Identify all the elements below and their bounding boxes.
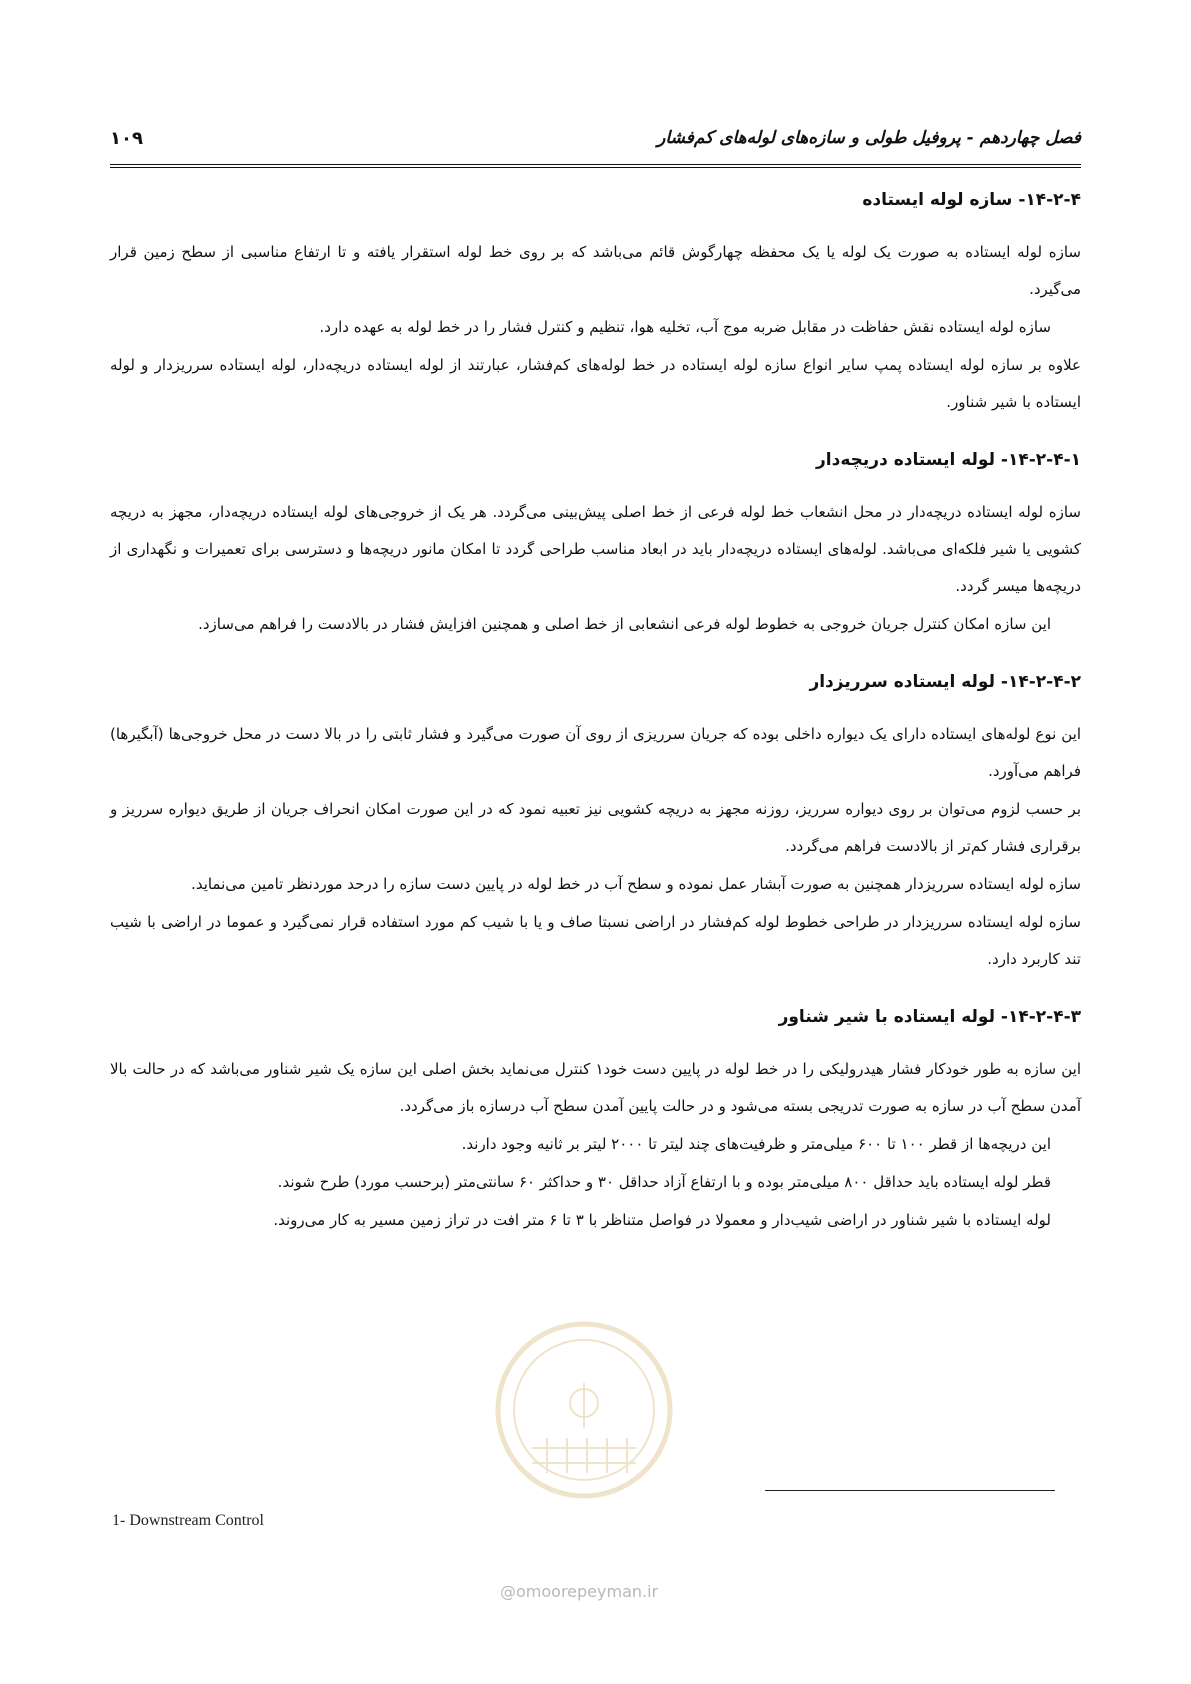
paragraph: سازه لوله ایستاده به صورت یک لوله یا یک محفظه چهارگوش قائم می‌باشد که بر روی خط لوله استقرار یافته و تا ارتفاع مناسبی از سطح زمین قرار می‌گیرد. <box>110 243 1081 298</box>
section-heading: ۱۴-۲-۴- سازه لوله ایستاده <box>862 190 1081 210</box>
page-body <box>110 186 1081 1240</box>
paragraph: سازه لوله ایستاده نقش حفاظت در مقابل ضربه موج آب، تخلیه هوا، تنظیم و کنترل فشار را در خط لوله به عهده دارد. <box>319 318 1051 336</box>
footnote: 1- Downstream Control <box>112 1512 264 1529</box>
page-header <box>110 118 1081 168</box>
paragraph: این سازه به طور خودکار فشار هیدرولیکی را در خط لوله در پایین دست خود۱ کنترل می‌نماید بخش اصلی این سازه یک شیر شناور می‌باشد که در حالت بالا آمدن سطح آب در سازه به صورت تدریجی بسته می‌شود و در حالت پایین آمدن سطح آب درسازه باز می‌گردد. <box>110 1060 1081 1115</box>
page-number: ۱۰۹ <box>110 127 143 149</box>
paragraph: قطر لوله ایستاده باید حداقل ۸۰۰ میلی‌متر بوده و با ارتفاع آزاد حداقل ۳۰ و حداکثر ۶۰ سانتی‌متر (برحسب مورد) طرح شوند. <box>277 1173 1051 1191</box>
paragraph: بر حسب لزوم می‌توان بر روی دیواره سرریز، روزنه مجهز به دریچه کشویی نیز تعبیه نمود که در این صورت امکان انحراف جریان از طریق دیواره سرریز و برقراری فشار کم‌تر از بالادست فراهم می‌گردد. <box>110 800 1081 855</box>
chapter-title: فصل چهاردهم - پروفیل طولی و سازه‌های لوله‌های کم‌فشار <box>657 128 1081 148</box>
section-heading: ۱۴-۲-۴-۲- لوله ایستاده سرریزدار <box>809 672 1081 692</box>
paragraph: سازه لوله ایستاده سرریزدار همچنین به صورت آبشار عمل نموده و سطح آب در خط لوله در پایین دست سازه را درحد موردنظر تامین می‌نماید. <box>191 875 1081 893</box>
section-heading: ۱۴-۲-۴-۱- لوله ایستاده دریچه‌دار <box>816 450 1081 470</box>
paragraph: سازه لوله ایستاده دریچه‌دار در محل انشعاب خط لوله فرعی از خط اصلی پیش‌بینی می‌گردد. هر یک از خروجی‌های لوله ایستاده دریچه‌دار، مجهز به دریچه کشویی یا شیر فلکه‌ای می‌باشد. لوله‌های ایستاده دریچه‌دار باید در ابعاد مناسب طراحی گردد تا امکان مانور دریچه‌ها و دسترسی برای تعمیرات و نگهداری از دریچه‌ها میسر گردد. <box>110 503 1081 595</box>
paragraph: این دریچه‌ها از قطر ۱۰۰ تا ۶۰۰ میلی‌متر و ظرفیت‌های چند لیتر تا ۲۰۰۰ لیتر بر ثانیه وجود دارند. <box>461 1135 1051 1153</box>
paragraph: سازه لوله ایستاده سرریزدار در طراحی خطوط لوله کم‌فشار در اراضی نسبتا صاف و یا با شیب کم مورد استفاده قرار نمی‌گیرد و عموما در اراضی با شیب تند کاربرد دارد. <box>110 913 1081 968</box>
watermark-url: @omoorepeyman.ir <box>500 1582 659 1601</box>
paragraph: علاوه بر سازه لوله ایستاده پمپ سایر انواع سازه لوله ایستاده در خط لوله‌های کم‌فشار، عبارتند از لوله ایستاده دریچه‌دار، لوله ایستاده سرریزدار و لوله ایستاده با شیر شناور. <box>110 356 1081 411</box>
section-heading: ۱۴-۲-۴-۳- لوله ایستاده با شیر شناور <box>778 1007 1081 1027</box>
paragraph: این نوع لوله‌های ایستاده دارای یک دیواره داخلی بوده که جریان سرریزی از روی آن صورت می‌گیرد و فشار ثابتی را در بالا دست در محل خروجی‌ها (آبگیرها) فراهم می‌آورد. <box>110 725 1081 780</box>
watermark-seal-icon <box>492 1318 676 1502</box>
paragraph: لوله ایستاده با شیر شناور در اراضی شیب‌دار و معمولا در فواصل متناظر با ۳ تا ۶ متر افت در تراز زمین مسیر به کار می‌روند. <box>273 1211 1051 1229</box>
footnote-rule <box>765 1490 1055 1491</box>
paragraph: این سازه امکان کنترل جریان خروجی به خطوط لوله فرعی انشعابی از خط اصلی و همچنین افزایش فشار در بالادست را فراهم می‌سازد. <box>198 615 1051 633</box>
